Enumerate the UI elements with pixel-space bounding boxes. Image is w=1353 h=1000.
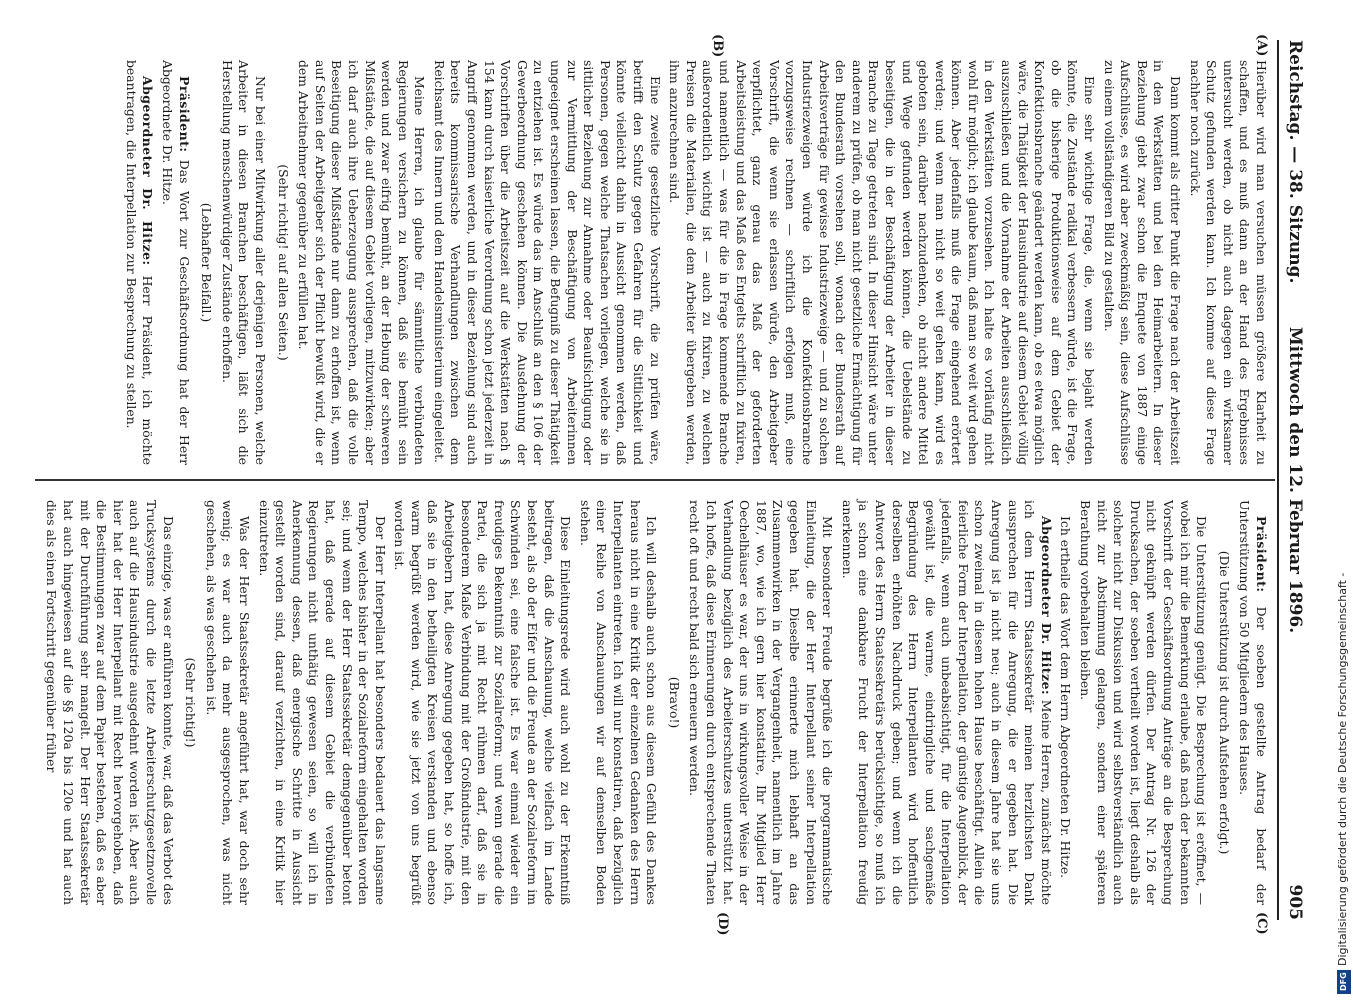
paragraph: Meine Herren, ich glaube für sämmtliche verbündeten Regierungen versichern zu können, daß sie bemüht sein werden und zwar eifrig bemüht, an der Hebung der schweren Mißstände, die auf diesem Gebiet vorliegen, mitzuwirken; aber ich darf auch ihre Ueberzeugung aussprechen, daß die volle Beseitigung dieser Mißstände nur dann zu erhoffen ist, wenn auf Seiten der Arbeitgeber sich der Pflicht bewußt wird, die er dem Arbeitnehmer gegenüber zu erfüllen hat. — [296, 60, 428, 465]
page-number: 905 — [1285, 884, 1305, 920]
header-left: Reichstag. — 38. Sitzung. — [1285, 40, 1305, 284]
audience-reaction: (Die Unterstützung ist durch Aufstehen erfolgt.) — [1216, 550, 1232, 855]
paragraph: Die Unterstützung genügt. Die Besprechung ist eröffnet, — wobei ich mir die Bemerkung erlaube, daß nach der bekannten Vorschrift der Geschäftsordnung Anträge an die Besprechung nicht geknüpft werden dürfen. Der Antrag Nr. 126 der Drucksachen, der soeben vertheilt worden ist, liegt deshalb als solcher nicht zur Diskussion und wird selbstverständlich auch nicht zur Abstimmung gelangen, sondern einer späteren Berathung vorbehalten bleiben. — [1078, 500, 1210, 905]
paragraph: Was der Herr Staatssekretär angeführt hat, war doch sehr wenig; es war auch da mehr ausgesprochen, was nicht geschehen, als was geschehen ist. — [203, 500, 252, 905]
speaker-label: Präsident: — [1254, 516, 1269, 593]
audience-reaction: (Sehr richtig! auf allen Seiten.) — [275, 164, 291, 361]
speaker-paragraph — [158, 60, 191, 465]
paragraph: Dann kommt als dritter Punkt die Frage nach der Arbeitszeit in den Werkstätten und bei den Heimarbeitern. In dieser Beziehung giebt zwar schon die Enquete von 1887 einige Aufschlüsse, es wird aber zweckmäßig sein, diese Aufschlüsse zu einem vollständigeren Bild zu gestalten. — [1101, 60, 1184, 465]
paragraph: Nur bei einer Mitwirkung aller derjenigen Personen, welche Arbeiter in diesen Branchen beschäftigen, läßt sich die Herstellung menschenwürdiger Zustände erhoffen. — [219, 60, 268, 465]
margin-mark-d: (D) — [715, 912, 730, 936]
margin-mark-b: (B) — [710, 34, 725, 58]
paragraph: Das einzige, was er anführen konnte, war, daß das Verbot des Trucksystems durch die letzte Arbeiterschutzgesetznovelle auch auf die Hausindustrie ausgedehnt worden ist. Aber auch hier hat der Herr Interpellant mit Recht hervorgehoben, daß die Bestimmungen zwar auf dem Papier bestehen, daß es aber mit der Durchführung sehr mangelt. Der Herr Staatssekretär hat auch hingewiesen auf die §§ 120a bis 120e und hat auch dies als einen Fortschritt gegenüber früher — [44, 500, 176, 905]
speech-text: Meine Herren, zunächst möchte ich dem Herrn Staatssekretär meinen herzlichsten Dank aussprechen für die Anregung, die er gegeben hat. Die Anregung ist ja nicht neu; auch in diesem Jahre hat sie uns schon zweimal in diesem hohen Hause beschäftigt. Allein die feierliche Form der Interpellation, der günstige Augenblick, der jedenfalls, wenn auch unbeabsichtigt, für die Interpellation gewählt ist, die warme, eindringliche und sachgemäße Begründung des Herrn Interpellanten wird hoffentlich derselben erhöhten Nachdruck geben; und wenn ich die Antwort des Herrn Staatssekretärs berücksichtige, so muß ich ja schon eine dankbare Frucht der Interpellation freudig anerkennen. — [839, 500, 1054, 905]
header-date: Mittwoch den 12. Februar 1896. — [1285, 326, 1305, 634]
speech-text: Das Wort zur Geschäftsordnung hat der Herr Abgeordnete Dr. Hitze. — [160, 60, 192, 465]
speech-text: Herr Präsident, ich möchte beantragen, die Interpellation zur Besprechung zu stellen. — [123, 60, 156, 465]
page-header — [1277, 40, 1313, 920]
column-divider — [35, 479, 1275, 481]
paragraph: Mit besonderer Freude begrüße ich die programmatische Einleitung, die der Herr Interpellant seiner Interpellation gegeben hat. Dieselbe erinnerte mich lebhaft an das Zusammenwirken in der Vergangenheit, namentlich im Jahre 1887, wo, wie ich gern hier konstatire, Ihr Mitglied Herr Oechelhäuser es war, der uns in wirkungsvoller Weise in der Verhandlung bezüglich des Arbeiterschutzes unterstützt hat. Ich hoffe, daß diese Erinnerungen durch entsprechende Thaten recht oft und recht bald sich erneuern werden. — [687, 500, 836, 905]
margin-mark-c: (C) — [1254, 912, 1269, 935]
speaker-label: Präsident: — [176, 76, 192, 153]
speaker-label: Abgeordneter Dr. Hitze: — [1038, 516, 1054, 696]
paragraph: Diese Einleitungsrede wird auch wohl zu der Erkenntniß beitragen, daß die Anschauung, welche vielfach im Lande besteht, als ob der Eifer und die Freude an der Sozialreform im Schwinden sei, eine falsche ist. Es war einmal wieder ein freudiges Bekenntniß zur Sozialreform; und wenn gerade die Partei, die sich ja mit Recht rühmen darf, daß sie in besonderem Maße Verbindung mit der Großindustrie, mit den Arbeitgebern hat, diese Anregung gegeben hat, so hoffe ich, daß sie in den betheiligten Kreisen verstanden und ebenso warm begrüßt werden wird, wie sie jetzt von uns begrüßt worden ist. — [392, 500, 574, 905]
audience-reaction: (Lebhafter Beifall.) — [199, 202, 215, 323]
speaker-paragraph — [838, 500, 1054, 905]
speech-text: Der soeben gestellte Antrag bedarf der Unterstützung von 50 Mitgliedern des Hauses. — [1237, 500, 1269, 905]
audience-reaction: (Bravo!) — [666, 676, 682, 729]
right-column — [40, 500, 1269, 905]
paragraph: Der Herr Interpellant hat besonders bedauert das langsame Tempo, welches bisher in der Sozialreform eingehalten worden sei; und wenn der Herr Staatssekretär demgegenüber betont hat, daß gerade auf diesem Gebiet die verbündeten Regierungen nicht unthätig gewesen seien, so will ich in Anerkennung dessen, daß energische Schritte in Aussicht gestellt worden sind, darauf verzichten, in eine Kritik hier einzutreten. — [256, 500, 388, 905]
paragraph: Eine sehr wichtige Frage, die, wenn sie bejaht werden könnte, die Zustände radikal verbessern würde, ist die Frage, ob die bisherige Produktionsweise auf dem Gebiet der Konfektionsbranche geändert werden kann, ob es etwa möglich wäre, die Thätigkeit der Hausindustrie auf diesem Gebiet völlig auszuschließen und die Vornahme der Arbeiten ausschließlich in den Werkstätten vorzusehen. Ich halte es vorläufig nicht wohl für möglich; ich glaube kaum, daß man so weit wird gehen können. Aber jedenfalls muß die Frage eingehend erörtert werden; und wenn man nicht so weit gehen kann, wird es geboten sein, darüber nachzudenken, ob nicht andere Mittel und Wege gefunden werden können, die Uebelstände zu beseitigen, die in der Beschäftigung der Arbeiter in dieser Branche zu Tage getreten sind. In dieser Hinsicht wäre unter anderem zu prüfen, ob man nicht gesetzliche Ermächtigung für den Bundesrath vorsehen soll, wonach der Bundesrath auf Arbeitsverträge für gewisse Industriezweige — und zu solchen Industriezweigen würde ich die Konfektionsbranche vorzugsweise rechnen — schriftlich erfolgen muß, eine Vorschrift, die wenn sie erlassen würde, den Arbeitgeber verpflichtet, ganz genau das Maß der geforderten Arbeitsleistung und das Maß des Entgelts schriftlich zu fixiren, und namentlich — was für die in Frage kommende Branche außerordentlich wichtig ist — auch zu fixiren, zu welchen Preisen die Materialien, die dem Arbeiter übergeben werden, ihm anzurechnen sind. — [667, 60, 1098, 465]
paragraph: Hierüber wird man versuchen müssen größere Klarheit zu schaffen, und es muß dann an der Hand des Ergebnisses untersucht werden, ob nicht auch dagegen ein wirksamer Schutz gefunden werden kann. Ich komme auf diese Frage nachher noch zurück. — [1187, 60, 1269, 465]
margin-mark-a: (A) — [1254, 34, 1269, 57]
speaker-label: Abgeordneter Dr. Hitze: — [140, 76, 156, 266]
paragraph: Ich will deshalb auch schon aus diesem Gefühl des Dankes heraus nicht in eine Kritik der einzelnen Gedanken des Herrn Interpellanten eintreten. Ich will nur konstatiren, daß bezüglich einer Reihe von Anschauungen wir auf demselben Boden stehen. — [577, 500, 660, 905]
audience-reaction: (Sehr richtig!) — [183, 657, 199, 748]
paragraph: Ich ertheile das Wort dem Herrn Abgeordneten Dr. Hitze. — [1058, 516, 1074, 879]
digitization-note — [1335, 0, 1353, 1000]
paragraph: Eine zweite gesetzliche Vorschrift, die zu prüfen wäre, betrifft den Schutz gegen Gefahren für die Sittlichkeit und könnte vielleicht dahin in Aussicht genommen werden, daß Personen, gegen welche Thatsachen vorliegen, welche sie in sittlicher Beziehung zur Annahme oder Beaufsichtigung oder zur Vermittlung der Beschäftigung von Arbeiterinnen ungeeignet erscheinen lassen, die Befugniß zu dieser Thätigkeit zu entziehen ist. Es würde das im Anschluß an den § 106 der Gewerbeordnung geschehen können. Die Ausdehnung der Vorschriften über die Arbeitszeit auf die Werkstätten nach § 154 kann durch kaiserliche Verordnung schon jetzt jederzeit in Angriff genommen werden, und in dieser Beziehung sind auch bereits kommissarische Verhandlungen zwischen dem Reichsamt des Innern und dem Handelsministerium eingeleitet. — [431, 60, 663, 465]
left-column — [119, 60, 1269, 465]
digitization-note-text: Digitalisierung gefördert durch die Deutsche Forschungsgemeinschaft - — [1336, 572, 1349, 966]
speaker-paragraph — [122, 60, 155, 465]
speaker-paragraph — [1236, 500, 1269, 905]
dfg-logo: DFG — [1337, 970, 1351, 994]
